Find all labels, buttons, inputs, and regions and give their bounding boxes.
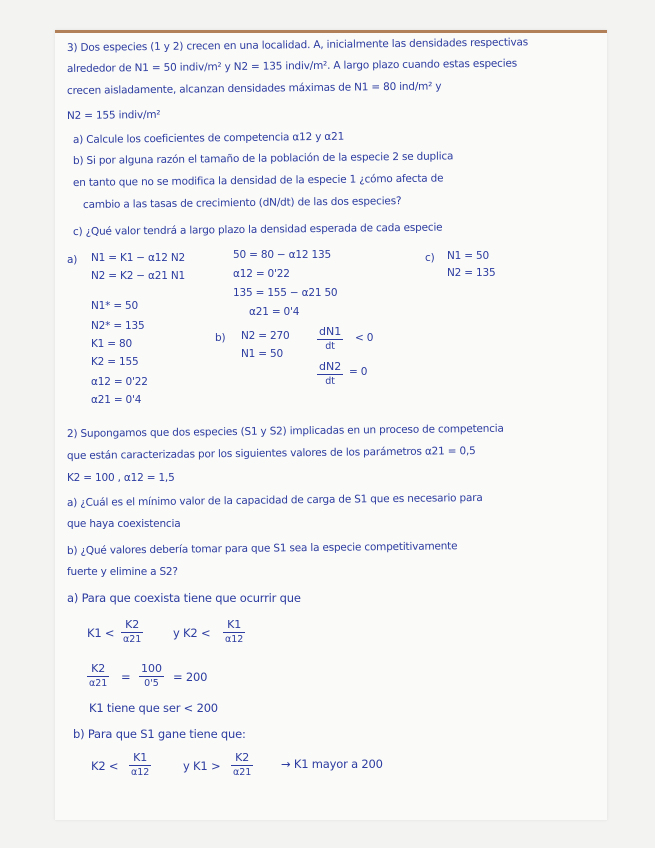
solution2-b-intro: b) Para que S1 gane tiene que: (73, 727, 246, 741)
fraction-bar (317, 339, 343, 340)
problem2-line3: K2 = 100 , α12 = 1,5 (67, 472, 175, 484)
solution2-a-calc-fraction2 (139, 662, 164, 689)
solution2-a-conclusion: K1 tiene que ser < 200 (89, 701, 218, 715)
dn2-numerator: dN2 (319, 360, 342, 373)
fraction-bar (121, 632, 143, 633)
problem2-question-a-line1: a) ¿Cuál es el mínimo valor de la capacidad de carga de S1 que es necesario para (66, 491, 483, 509)
problem3-question-b-line1: b) Si por alguna razón el tamaño de la población de la especie 2 se duplica (72, 150, 454, 167)
solution3-b-dn2dt (317, 360, 343, 387)
problem2-question-b-line2: fuerte y elimine a S2? (67, 566, 178, 578)
calc2-numerator: 100 (141, 662, 162, 675)
fraction1-numerator: K2 (125, 618, 140, 631)
solution2-b-fraction1 (129, 751, 151, 778)
calc2-denominator: 0'5 (144, 678, 159, 689)
fraction-bar (87, 676, 109, 677)
solution3-b-n1: N1 = 50 (241, 348, 283, 360)
solution3-b-label: b) (215, 332, 226, 344)
solution2-a-intro: a) Para que coexista tiene que ocurrir que (67, 591, 301, 605)
solution3-c-label: c) (425, 252, 435, 264)
fraction-bar (139, 676, 164, 677)
scanned-page (55, 30, 607, 820)
problem3-question-b-line2: en tanto que no se modifica la densidad de la especie 1 ¿cómo afecta de (72, 172, 444, 189)
solution3-a-k1: K1 = 80 (91, 338, 132, 350)
page-top-edge (55, 30, 607, 33)
dn1-denominator: dt (325, 341, 335, 352)
solution2-a-fraction2 (223, 618, 245, 645)
solution3-a-alpha21: α21 = 0'4 (91, 394, 142, 406)
calc-numerator: K2 (91, 662, 106, 675)
problem3-question-c: c) ¿Qué valor tendrá a largo plazo la densidad esperada de cada especie (72, 221, 443, 238)
problem2-question-a-line2: que haya coexistencia (67, 518, 181, 530)
fraction-bar (223, 632, 245, 633)
solution2-a-calc-equals: = (121, 670, 131, 684)
solution3-a-n2star: N2* = 135 (91, 320, 145, 332)
solution2-a-calc-fraction (87, 662, 109, 689)
fraction-bar (231, 765, 253, 766)
dn2-denominator: dt (325, 376, 335, 387)
problem3-line1: 3) Dos especies (1 y 2) crecen en una localidad. A, inicialmente las densidades respectivas (66, 36, 529, 54)
problem3-line2: alrededor de N1 = 50 indiv/m² y N2 = 135 indiv/m². A largo plazo cuando estas especies (66, 57, 518, 75)
fraction2-denominator: α12 (225, 634, 244, 645)
solution3-a-eq1: N1 = K1 − α12 N2 (91, 252, 186, 264)
solution3-b-dn1dt (317, 325, 343, 352)
dn1-numerator: dN1 (319, 325, 342, 338)
fraction1-denominator: α12 (131, 767, 150, 778)
problem2-line2: que están caracterizadas por los siguientes valores de los parámetros α21 = 0,5 (66, 445, 476, 462)
solution3-a-calc1: 50 = 80 − α12 135 (233, 249, 331, 261)
fraction2-numerator: K2 (235, 751, 250, 764)
fraction1-numerator: K1 (133, 751, 148, 764)
fraction2-numerator: K1 (227, 618, 242, 631)
fraction1-denominator: α21 (123, 634, 142, 645)
fraction-bar (129, 765, 151, 766)
problem2-line1: 2) Supongamos que dos especies (S1 y S2) implicadas en un proceso de competencia (66, 422, 504, 440)
solution3-a-calc2: α12 = 0'22 (233, 268, 290, 280)
solution3-a-calc4: α21 = 0'4 (249, 306, 300, 318)
solution3-a-calc3: 135 = 155 − α21 50 (233, 287, 338, 299)
problem3-question-a: a) Calcule los coeficientes de competencia α12 y α21 (72, 130, 345, 146)
solution2-a-fraction1 (121, 618, 143, 645)
solution3-b-dn2dt-relation: = 0 (349, 366, 368, 378)
problem2-question-b-line1: b) ¿Qué valores debería tomar para que S1 sea la especie competitivamente (66, 540, 458, 557)
solution3-a-eq2: N2 = K2 − α21 N1 (91, 270, 186, 282)
problem3-question-b-line3: cambio a las tasas de crecimiento (dN/dt) de las dos especies? (82, 195, 402, 211)
solution2-b-k2-less: K2 < (91, 759, 119, 773)
solution3-a-alpha12: α12 = 0'22 (91, 376, 148, 388)
solution2-a-k1-less: K1 < (87, 626, 115, 640)
solution3-b-n2: N2 = 270 (241, 330, 290, 342)
solution2-a-calc-result: = 200 (173, 670, 208, 684)
problem3-line3: crecen aisladamente, alcanzan densidades máximas de N1 = 80 ind/m² y (66, 80, 442, 97)
solution2-b-fraction2 (231, 751, 253, 778)
solution3-a-label: a) (67, 254, 78, 266)
solution3-a-n1star: N1* = 50 (91, 300, 139, 312)
solution2-a-and: y K2 < (173, 626, 211, 640)
solution3-a-k2: K2 = 155 (91, 356, 139, 368)
solution3-c-n1: N1 = 50 (447, 250, 489, 262)
solution3-b-dn1dt-relation: < 0 (355, 332, 374, 344)
problem3-line4: N2 = 155 indiv/m² (66, 108, 161, 122)
solution2-b-result: → K1 mayor a 200 (281, 757, 383, 771)
solution2-b-and: y K1 > (183, 759, 221, 773)
fraction2-denominator: α21 (233, 767, 252, 778)
calc-denominator: α21 (89, 678, 108, 689)
fraction-bar (317, 374, 343, 375)
solution3-c-n2: N2 = 135 (447, 267, 496, 279)
